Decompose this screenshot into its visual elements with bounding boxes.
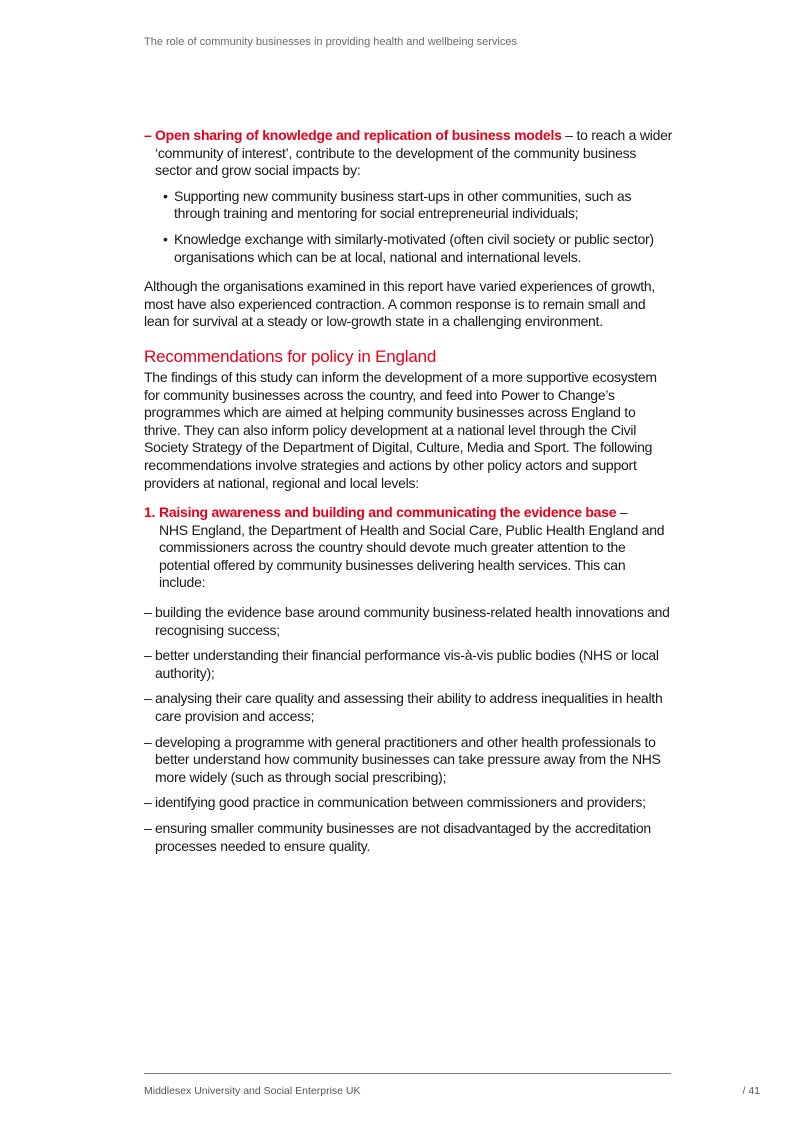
bullet-icon: • (163, 187, 168, 204)
recommendation-number: 1. (144, 504, 156, 521)
bullet-text: Supporting new community business start-ups in other communities, such as through training and mentoring for social entrepreneurial individuals; (174, 187, 632, 222)
intro-paragraph: The findings of this study can inform the development of a more supportive ecosystem for community businesses across the country, and feed into Power to Change’s programmes which are aimed at helping community businesses across England to thrive. They can also inform policy development at a national level through the Civil Society Strategy of the Department of Digital, Culture, Media and Sport. The following recommendations involve strategies and actions by other policy actors and support providers at national, regional and local levels: (144, 368, 657, 491)
bullet-list (163, 188, 674, 266)
page-number: / 41 (742, 1085, 760, 1097)
list-item-text: developing a programme with general practitioners and other health professionals to better understand how community businesses can take pressure away from the NHS more widely (such as through social prescribing); (155, 733, 661, 785)
footer-divider (144, 1073, 671, 1074)
dash-marker: – (144, 604, 152, 621)
page-content (144, 127, 674, 863)
list-item (144, 690, 674, 725)
list-item (144, 647, 674, 682)
bullet-item (163, 231, 674, 266)
dash-marker: – (144, 794, 152, 811)
footer-source: Middlesex University and Social Enterprise UK (144, 1085, 361, 1097)
running-header: The role of community businesses in providing health and wellbeing services (144, 36, 517, 48)
list-item-text: better understanding their financial performance vis-à-vis public bodies (NHS or local authority); (155, 647, 659, 681)
list-item (144, 794, 674, 812)
bullet-item (163, 188, 674, 223)
list-item-text: ensuring smaller community businesses are not disadvantaged by the accreditation processes needed to ensure quality. (155, 820, 651, 854)
list-item-text: building the evidence base around community business-related health innovations and recognising success; (155, 604, 670, 638)
growth-paragraph: Although the organisations examined in this report have varied experiences of growth, most have also experienced contraction. A common response is to remain small and lean for survival at a steady or low-growth state in a challenging environment. (144, 278, 656, 330)
bullet-text: Knowledge exchange with similarly-motivated (often civil society or public sector) organisations which can be at local, national and international levels. (174, 230, 654, 265)
section-knowledge-sharing (144, 127, 674, 180)
list-item (144, 734, 674, 787)
list-item-text: identifying good practice in communication between commissioners and providers; (155, 794, 646, 811)
recommendation-body: NHS England, the Department of Health and Social Care, Public Health England and commissioners across the country should devote much greater attention to the potential offered by community businesses delivering health services. This can include: (159, 521, 665, 591)
list-item (144, 820, 674, 855)
lead-text: – to reach a wider ‘community of interest’, contribute to the development of the community business sector and grow social impacts by: (155, 127, 673, 179)
recommendation-1 (144, 504, 674, 592)
list-item-text: analysing their care quality and assessing their ability to address inequalities in health care provision and access; (155, 690, 663, 725)
dash-marker: – (144, 820, 152, 836)
recommendation-dash: – (616, 504, 628, 521)
dash-marker: – (144, 647, 152, 664)
recommendation-title: Raising awareness and building and communicating the evidence base (159, 504, 617, 521)
dash-marker: – (144, 127, 152, 143)
section-heading: Recommendations for policy in England (144, 346, 437, 366)
list-item (144, 604, 674, 639)
recommendation-sublist (144, 604, 674, 855)
bullet-icon: • (163, 230, 168, 247)
lead-heading: Open sharing of knowledge and replication of business models (155, 127, 562, 143)
dash-marker: – (144, 733, 152, 750)
dash-marker: – (144, 690, 152, 707)
